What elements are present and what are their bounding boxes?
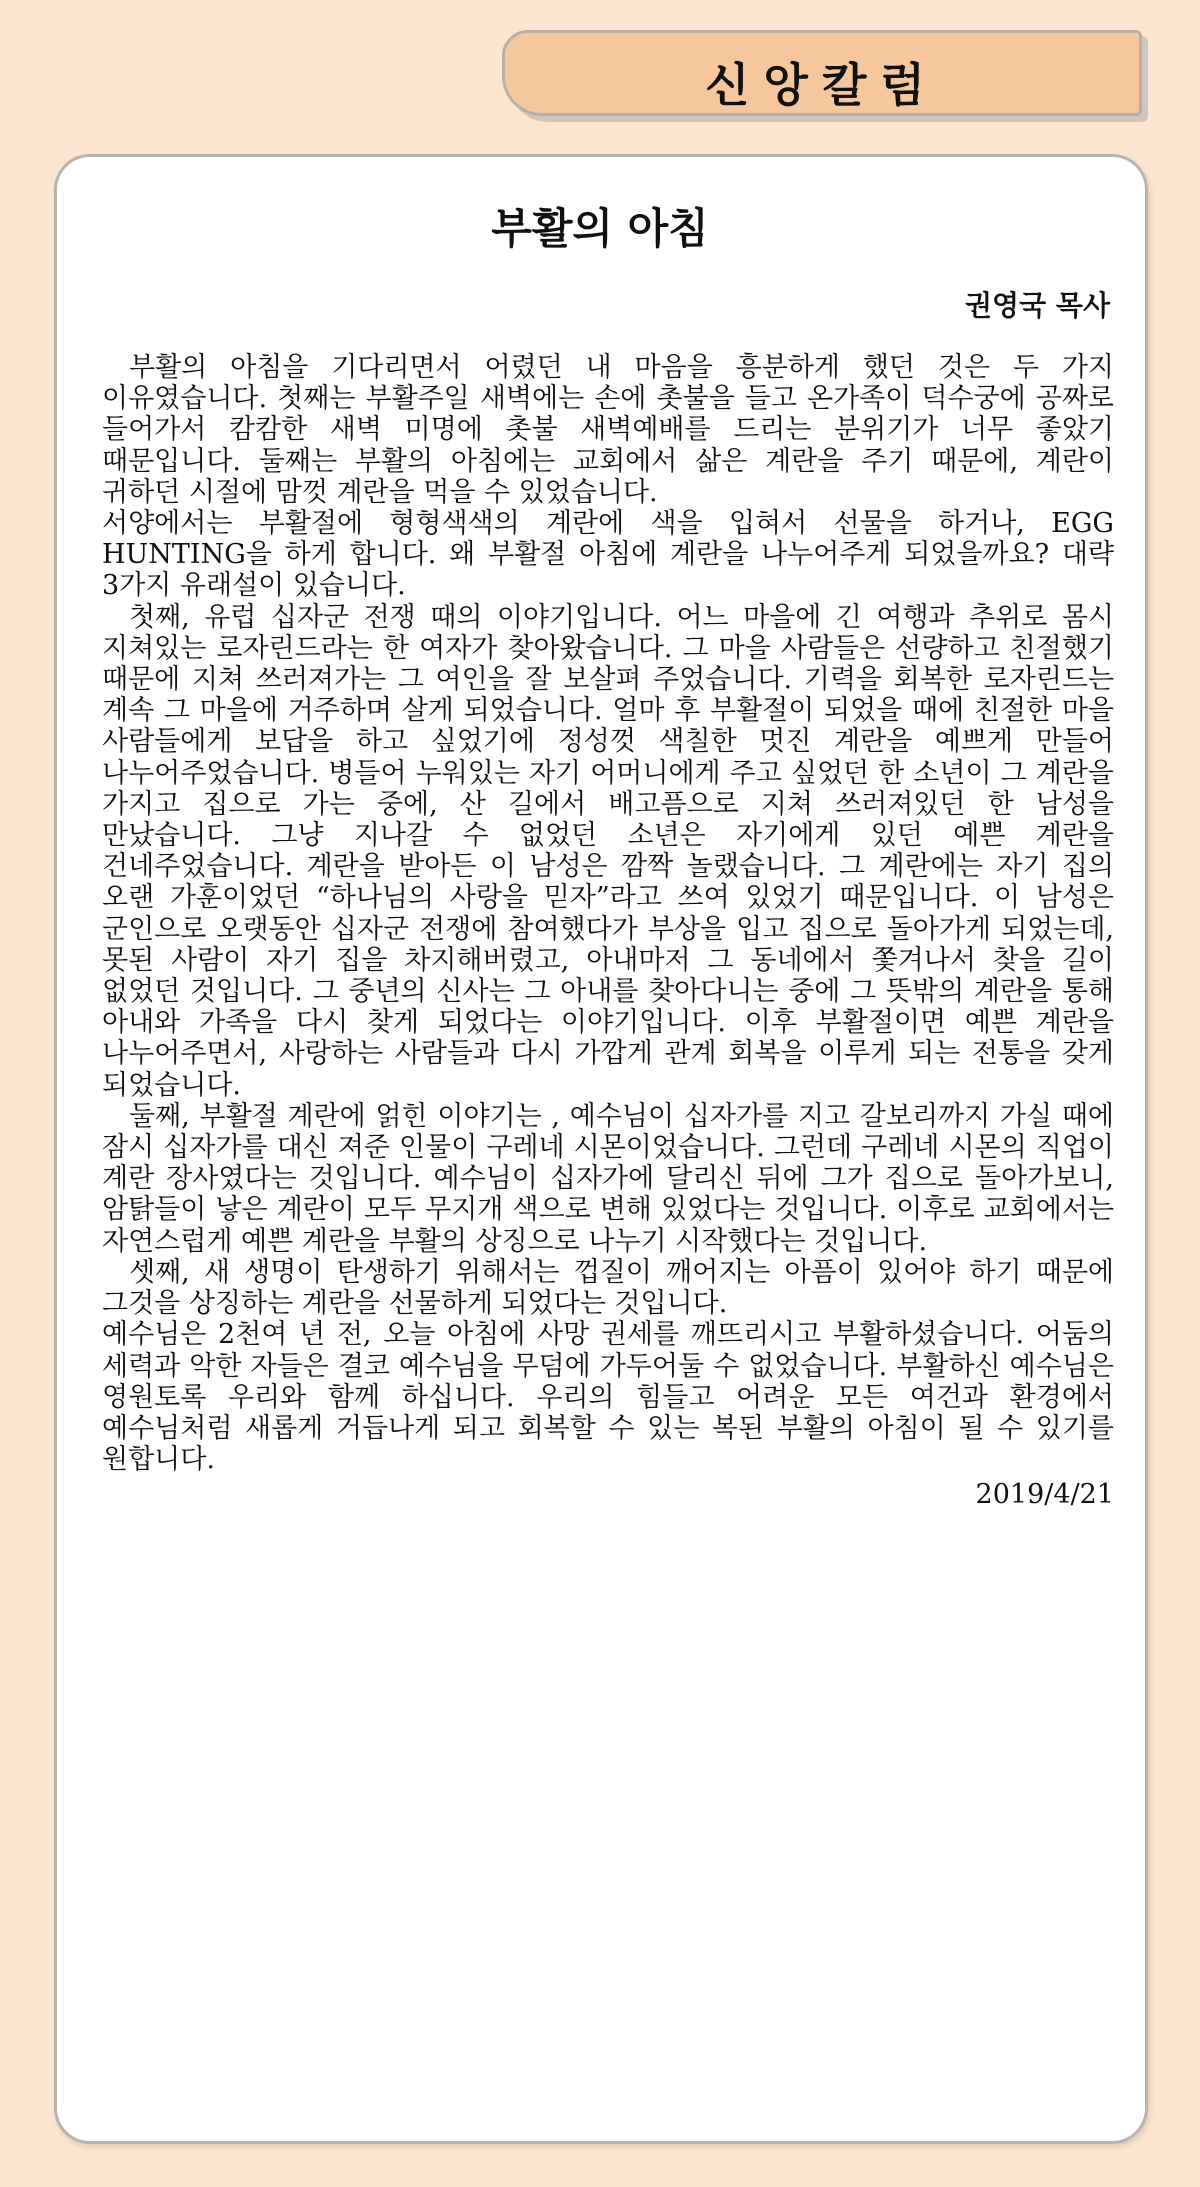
section-tab — [502, 30, 1142, 116]
article-author: 권영국 목사 — [965, 289, 1110, 322]
article-title: 부활의 아침 — [491, 204, 709, 253]
article-body — [102, 352, 1114, 1511]
paragraph-first-story: 첫째, 유럽 십자군 전쟁 때의 이야기입니다. 어느 마을에 긴 여행과 추위로 몸시 지쳐있는 로자린드라는 한 여자가 찾아왔습니다. 그 마을 사람들은 선량하고 친절했기 때문에 지쳐 쓰러져가는 그 여인을 잘 보살펴 주었습니다. 기력을 회복한 로자린드는 계속 그 마을에 거주하며 살게 되었습니다. 얼마 후 부활절이 되었을 때에 친절한 마을 사람들에게 보답을 하고 싶었기에 정성껏 색칠한 멋진 계란을 예쁘게 만들어 나누어주었습니다. 병들어 누워있는 자기 어머니에게 주고 싶었던 한 소년이 그 계란을 가지고 집으로 가는 중에, 산 길에서 배고픔으로 지쳐 쓰러져있던 한 남성을 만났습니다. 그냥 지나갈 수 없었던 소년은 자기에게 있던 예쁜 계란을 건네주었습니다. 계란을 받아든 이 남성은 깜짝 놀랬습니다. 그 계란에는 자기 집의 오랜 가훈이었던 “하나님의 사랑을 믿자”라고 쓰여 있었기 때문입니다. 이 남성은 군인으로 오랫동안 십자군 전쟁에 참여했다가 부상을 입고 집으로 돌아가게 되었는데, 못된 사람이 자기 집을 차지해버렸고, 아내마저 그 동네에서 쫓겨나서 찾을 길이 없었던 것입니다. 그 중년의 신사는 그 아내를 찾아다니는 중에 그 뜻밖의 계란을 통해 아내와 가족을 다시 찾게 되었다는 이야기입니다. 이후 부활절이면 예쁜 계란을 나누어주면서, 사랑하는 사람들과 다시 가깝게 관계 회복을 이루게 되는 전통을 갖게 되었습니다. — [102, 601, 1114, 1101]
paragraph-third-story: 셋째, 새 생명이 탄생하기 위해서는 껍질이 깨어지는 아픔이 있어야 하기 때문에 그것을 상징하는 계란을 선물하게 되었다는 것입니다. — [102, 1256, 1114, 1320]
paragraph-second-story: 둘째, 부활절 계란에 얽힌 이야기는 , 예수님이 십자가를 지고 갈보리까지 가실 때에 잠시 십자가를 대신 져준 인물이 구레네 시몬이었습니다. 그런데 구레네 시몬의 직업이 계란 장사였다는 것입니다. 예수님이 십자가에 달리신 뒤에 그가 집으로 돌아가보니, 암탉들이 낳은 계란이 모두 무지개 색으로 변해 있었다는 것입니다. 이후로 교회에서는 자연스럽게 예쁜 계란을 부활의 상징으로 나누기 시작했다는 것입니다. — [102, 1100, 1114, 1257]
paragraph-closing: 예수님은 2천여 년 전, 오늘 아침에 사망 권세를 깨뜨리시고 부활하셨습니다. 어둠의 세력과 악한 자들은 결코 예수님을 무덤에 가두어둘 수 없었습니다. 부활하신 예수님은 영원토록 우리와 함께 하십니다. 우리의 힘들고 어려운 모든 여건과 환경에서 예수님처럼 새롭게 거듭나게 되고 회복할 수 있는 복된 부활의 아침이 될 수 있기를 원합니다. — [102, 1319, 1114, 1476]
paragraph-intro: 부활의 아침을 기다리면서 어렸던 내 마음을 흥분하게 했던 것은 두 가지 이유였습니다. 첫째는 부활주일 새벽에는 손에 촛불을 들고 온가족이 덕수궁에 공짜로 들어가서 캄캄한 새벽 미명에 촛불 새벽예배를 드리는 분위기가 너무 좋았기 때문입니다. 둘째는 부활의 아침에는 교회에서 삶은 계란을 주기 때문에, 계란이 귀하던 시절에 맘껏 계란을 먹을 수 있었습니다. — [102, 352, 1114, 508]
paragraph-egg-origin: 서양에서는 부활절에 형형색색의 계란에 색을 입혀서 선물을 하거나, EGG HUNTING을 하게 합니다. 왜 부활절 아침에 계란을 나누어주게 되었을까요? 대략 3가지 유래설이 있습니다. — [102, 508, 1114, 602]
article-date: 2019/4/21 — [975, 1479, 1114, 1511]
section-label: 신앙칼럼 — [705, 58, 939, 112]
